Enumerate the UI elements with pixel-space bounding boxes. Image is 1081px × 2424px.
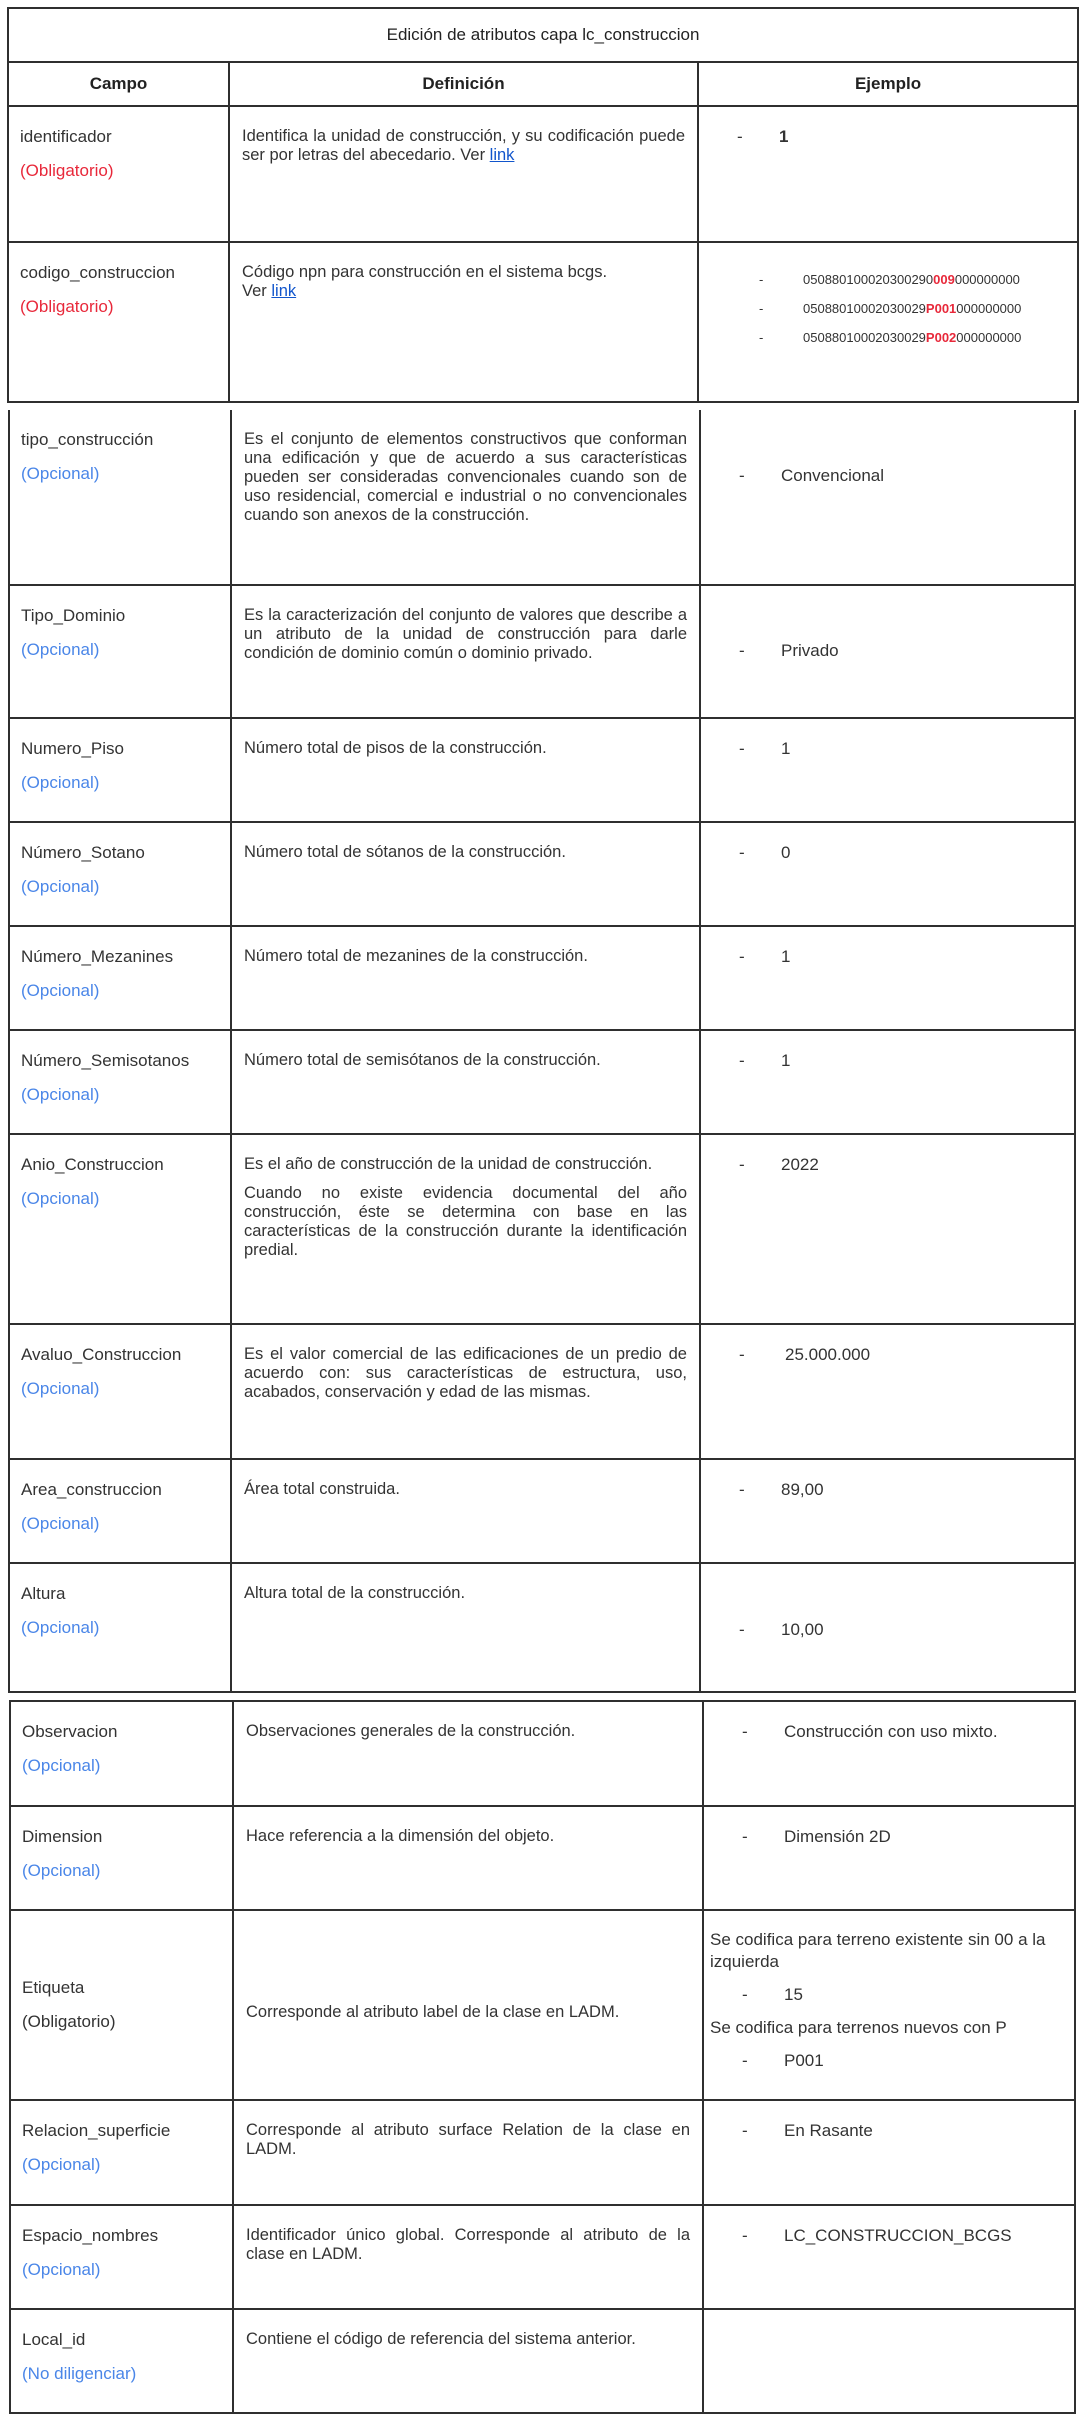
bullet-dash: - xyxy=(739,641,745,660)
definition-cell xyxy=(233,2309,703,2413)
column-header-ejemplo: Ejemplo xyxy=(698,62,1078,106)
example-value: 1 xyxy=(781,739,791,758)
table-title: Edición de atributos capa lc_construccion xyxy=(8,8,1078,62)
bullet-dash: - xyxy=(739,843,745,862)
example-cell xyxy=(698,242,1078,402)
field-name-cell xyxy=(10,1806,233,1910)
definition-text: Área total construida. xyxy=(244,1480,400,1498)
definition-cell xyxy=(229,242,698,402)
field-name-cell xyxy=(10,2100,233,2205)
table-row xyxy=(10,2205,1075,2309)
example-cell xyxy=(703,1910,1075,2100)
field-name-cell xyxy=(9,1324,231,1459)
definition-text: Número total de mezanines de la construcción. xyxy=(244,947,588,965)
requirement-label: (Opcional) xyxy=(22,1756,101,1775)
bullet-dash: - xyxy=(739,1620,745,1639)
example-value: 2022 xyxy=(781,1155,819,1174)
definition-cell xyxy=(233,1806,703,1910)
definition-text: Código npn para construcción en el sistema bcgs. xyxy=(242,263,608,281)
bullet-dash: - xyxy=(742,1827,748,1846)
requirement-label: (Opcional) xyxy=(21,640,100,659)
definition-cell xyxy=(233,2205,703,2309)
requirement-label: (Opcional) xyxy=(21,877,100,896)
requirement-label: (No diligenciar) xyxy=(22,2364,137,2383)
field-name-cell xyxy=(10,2205,233,2309)
table-row xyxy=(9,1324,1075,1459)
field-name: Altura xyxy=(21,1584,66,1603)
requirement-label: (Opcional) xyxy=(21,464,100,483)
field-name-cell xyxy=(9,585,231,718)
bullet-dash: - xyxy=(739,1345,745,1364)
requirement-label: (Opcional) xyxy=(21,1514,100,1533)
example-value: 0 xyxy=(781,843,791,862)
example-value: 1 xyxy=(781,947,791,966)
field-name-cell xyxy=(8,242,229,402)
definition-text: Número total de pisos de la construcción. xyxy=(244,739,547,757)
field-name: codigo_construccion xyxy=(20,263,175,282)
example-value: 1 xyxy=(781,1051,791,1070)
field-name: Tipo_Dominio xyxy=(21,606,126,625)
definition-cell xyxy=(229,106,698,242)
example-note: Se codifica para terrenos nuevos con P xyxy=(710,2018,1007,2037)
column-header-definicion: Definición xyxy=(229,62,698,106)
definition-cell xyxy=(233,1910,703,2100)
definition-text-secondary: Cuando no existe evidencia documental del año construcción, éste se determina con base en las características de la construcción durante la identificación predial. xyxy=(244,1184,687,1259)
table-row xyxy=(9,1563,1075,1692)
table-row xyxy=(10,1910,1075,2100)
definition-cell xyxy=(231,822,700,926)
field-name: Numero_Piso xyxy=(21,739,124,758)
code-prefix: 05088010002030029 xyxy=(803,330,926,345)
field-name: Local_id xyxy=(22,2330,86,2349)
definition-text: Es el valor comercial de las edificaciones de un predio de acuerdo con: sus características de estructura, uso, acabados, conservación y edad de las mismas. xyxy=(244,1345,687,1401)
requirement-label: (Opcional) xyxy=(21,981,100,1000)
bullet-dash: - xyxy=(742,2226,748,2245)
requirement-label: (Opcional) xyxy=(21,1618,100,1637)
requirement-label: (Opcional) xyxy=(22,2155,101,2174)
code-example xyxy=(759,265,1067,294)
bullet-dash: - xyxy=(742,2051,748,2070)
field-name-cell xyxy=(9,718,231,822)
example-cell xyxy=(700,1134,1075,1324)
table-row xyxy=(10,1701,1075,1806)
definition-cell xyxy=(231,926,700,1030)
requirement-label: (Opcional) xyxy=(22,1861,101,1880)
code-prefix: 05088010002030029 xyxy=(803,301,926,316)
field-name: Avaluo_Construccion xyxy=(21,1345,182,1364)
requirement-label: (Obligatorio) xyxy=(22,2012,116,2031)
field-name: Número_Sotano xyxy=(21,843,145,862)
requirement-label: (Opcional) xyxy=(21,1085,100,1104)
definition-text: Observaciones generales de la construcción. xyxy=(246,1722,576,1740)
table-row xyxy=(10,2100,1075,2205)
example-value: Privado xyxy=(781,641,839,660)
field-name: Observacion xyxy=(22,1722,118,1741)
definition-cell xyxy=(233,2100,703,2205)
example-cell xyxy=(700,1030,1075,1134)
example-cell xyxy=(700,718,1075,822)
code-suffix: 000000000 xyxy=(956,330,1022,345)
attributes-table-part-3 xyxy=(9,1700,1076,2414)
field-name: Espacio_nombres xyxy=(22,2226,159,2245)
code-suffix: 000000000 xyxy=(956,301,1022,316)
requirement-text: Obligatorio xyxy=(27,2012,110,2031)
bullet-dash: - xyxy=(739,1155,745,1174)
example-cell xyxy=(703,2205,1075,2309)
bullet-dash: - xyxy=(739,947,745,966)
definition-cell xyxy=(231,1030,700,1134)
ver-label: Ver xyxy=(242,282,267,300)
field-name: Anio_Construccion xyxy=(21,1155,164,1174)
bullet-dash: - xyxy=(739,1480,745,1499)
example-value: En Rasante xyxy=(784,2121,873,2140)
reference-link[interactable]: link xyxy=(489,146,515,164)
field-name: Número_Semisotanos xyxy=(21,1051,190,1070)
definition-text: Es el conjunto de elementos constructivos que conforman una edificación y que de acuerdo a sus características pueden ser consideradas convencionales cuando son de uso residencial, comercial e industrial o no convencionales cuando son anexos de la construcción. xyxy=(244,430,687,524)
example-value: P001 xyxy=(784,2051,824,2070)
field-name-cell xyxy=(10,1910,233,2100)
bullet-dash: - xyxy=(759,272,764,287)
requirement-label: (Obligatorio) xyxy=(20,297,114,316)
field-name-cell xyxy=(9,1030,231,1134)
field-name-cell xyxy=(9,822,231,926)
field-name-cell xyxy=(9,1134,231,1324)
example-cell xyxy=(700,926,1075,1030)
field-name: Etiqueta xyxy=(22,1978,85,1997)
example-value: 1 xyxy=(779,127,789,146)
example-value: Convencional xyxy=(781,466,885,485)
table-row xyxy=(9,1459,1075,1563)
code-highlight: P001 xyxy=(925,301,957,316)
code-prefix: 050880100020300290 xyxy=(803,272,934,287)
code-example xyxy=(759,294,1067,323)
definition-text: Es el año de construcción de la unidad de construcción. xyxy=(244,1155,653,1173)
attributes-table-part-2 xyxy=(8,410,1076,1693)
example-cell xyxy=(700,410,1075,585)
table-row xyxy=(10,2309,1075,2413)
example-note: Se codifica para terreno existente sin 00 a la izquierda xyxy=(710,1930,1046,1971)
bullet-dash: - xyxy=(737,127,743,146)
definition-text: Altura total de la construcción. xyxy=(244,1584,466,1602)
column-header-campo: Campo xyxy=(8,62,229,106)
requirement-label: (Obligatorio) xyxy=(20,161,114,180)
ver-label: Ver xyxy=(460,146,486,164)
definition-text: Identificador único global. Corresponde al atributo de la clase en LADM. xyxy=(246,2226,690,2263)
field-name: Relacion_superficie xyxy=(22,2121,171,2140)
field-name: Número_Mezanines xyxy=(21,947,174,966)
attributes-table-part-1 xyxy=(7,7,1079,403)
example-value: Dimensión 2D xyxy=(784,1827,891,1846)
example-value: LC_CONSTRUCCION_BCGS xyxy=(784,2226,1012,2245)
definition-cell xyxy=(231,1563,700,1692)
example-cell xyxy=(700,1324,1075,1459)
table-row xyxy=(8,106,1078,242)
definition-cell xyxy=(233,1701,703,1806)
table-row xyxy=(8,242,1078,402)
example-cell xyxy=(703,1701,1075,1806)
bullet-dash: - xyxy=(739,1051,745,1070)
example-value: Construcción con uso mixto. xyxy=(784,1722,998,1741)
field-name-cell xyxy=(9,1563,231,1692)
field-name: Area_construccion xyxy=(21,1480,162,1499)
bullet-dash: - xyxy=(739,739,745,758)
requirement-label: (Opcional) xyxy=(22,2260,101,2279)
example-value: 25.000.000 xyxy=(785,1345,871,1364)
definition-text: Corresponde al atributo surface Relation de la clase en LADM. xyxy=(246,2121,690,2158)
definition-text: Número total de sótanos de la construcción. xyxy=(244,843,566,861)
definition-text: Es la caracterización del conjunto de valores que describe a un atributo de la unidad de construcción para darle condición de dominio común o dominio privado. xyxy=(244,606,687,662)
table-row xyxy=(9,585,1075,718)
bullet-dash: - xyxy=(739,466,745,485)
field-name: tipo_construcción xyxy=(21,430,154,449)
example-cell xyxy=(700,822,1075,926)
bullet-dash: - xyxy=(742,1722,748,1741)
requirement-label: (Opcional) xyxy=(21,773,100,792)
field-name-cell xyxy=(10,2309,233,2413)
reference-link[interactable]: link xyxy=(271,282,297,300)
definition-text: Contiene el código de referencia del sistema anterior. xyxy=(246,2330,636,2348)
field-name-cell xyxy=(9,410,231,585)
table-row xyxy=(10,1806,1075,1910)
field-name-cell xyxy=(8,106,229,242)
code-highlight: P002 xyxy=(925,330,957,345)
example-cell xyxy=(703,2100,1075,2205)
definition-cell xyxy=(231,718,700,822)
field-name: Dimension xyxy=(22,1827,103,1846)
example-cell xyxy=(703,1806,1075,1910)
requirement-label: (Opcional) xyxy=(21,1379,100,1398)
example-value: 10,00 xyxy=(781,1620,824,1639)
definition-cell xyxy=(231,1459,700,1563)
example-cell xyxy=(700,1563,1075,1692)
field-name-cell xyxy=(9,1459,231,1563)
bullet-dash: - xyxy=(742,2121,748,2140)
definition-text: Número total de semisótanos de la construcción. xyxy=(244,1051,601,1069)
definition-text: Hace referencia a la dimensión del objeto. xyxy=(246,1827,555,1845)
table-row xyxy=(9,1134,1075,1324)
table-row xyxy=(9,1030,1075,1134)
example-cell xyxy=(703,2309,1075,2413)
bullet-dash: - xyxy=(759,301,764,316)
code-suffix: 000000000 xyxy=(954,272,1020,287)
example-value: 15 xyxy=(784,1985,803,2004)
table-row xyxy=(9,822,1075,926)
code-highlight: 009 xyxy=(933,272,955,287)
table-row xyxy=(9,410,1075,585)
definition-text: Corresponde al atributo label de la clase en LADM. xyxy=(246,2002,620,2021)
example-cell xyxy=(700,1459,1075,1563)
definition-cell xyxy=(231,1134,700,1324)
bullet-dash: - xyxy=(759,330,764,345)
example-value: 89,00 xyxy=(781,1480,824,1499)
field-name-cell xyxy=(9,926,231,1030)
field-name: identificador xyxy=(20,127,112,146)
definition-cell xyxy=(231,410,700,585)
bullet-dash: - xyxy=(742,1985,748,2004)
definition-text: Identifica la unidad de construcción, y su codificación puede ser por letras del abecedario. xyxy=(242,127,685,164)
table-row xyxy=(9,926,1075,1030)
definition-cell xyxy=(231,1324,700,1459)
definition-cell xyxy=(231,585,700,718)
requirement-label: (Opcional) xyxy=(21,1189,100,1208)
example-cell xyxy=(700,585,1075,718)
example-cell xyxy=(698,106,1078,242)
code-example xyxy=(759,323,1067,352)
table-row xyxy=(9,718,1075,822)
field-name-cell xyxy=(10,1701,233,1806)
